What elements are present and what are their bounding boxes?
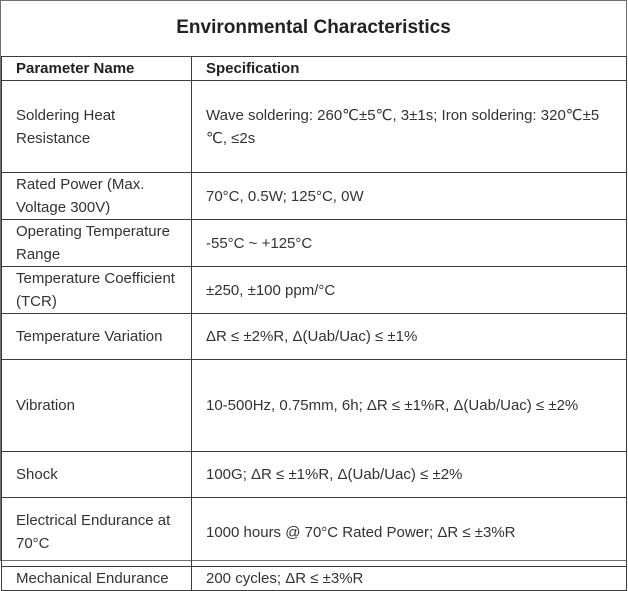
specification-cell: -55°C ~ +125°C [192,220,627,267]
table-header-row [2,57,627,81]
specification-cell: 100G; ΔR ≤ ±1%R, Δ(Uab/Uac) ≤ ±2% [192,452,627,498]
page-title: Environmental Characteristics [176,17,451,38]
characteristics-table [1,56,627,591]
parameter-cell: Temperature Coefficient (TCR) [2,267,192,314]
specification-cell: 200 cycles; ΔR ≤ ±3%R [192,567,627,591]
table-row [2,314,627,360]
table-row [2,452,627,498]
table-row [2,360,627,452]
specification-cell: ΔR ≤ ±2%R, Δ(Uab/Uac) ≤ ±1% [192,314,627,360]
parameter-cell: Mechanical Endurance [2,567,192,591]
parameter-cell: Electrical Endurance at 70°C [2,498,192,567]
parameter-cell: Vibration [2,360,192,452]
specification-cell: ±250, ±100 ppm/°C [192,267,627,314]
table-row [2,220,627,267]
table-row [2,498,627,567]
parameter-cell: Operating Temperature Range [2,220,192,267]
specification-cell: 70°C, 0.5W; 125°C, 0W [192,173,627,220]
table-row [2,267,627,314]
parameter-cell: Shock [2,452,192,498]
specification-cell: 10-500Hz, 0.75mm, 6h; ΔR ≤ ±1%R, Δ(Uab/Uac) ≤ ±2% [192,360,627,452]
column-header-parameter: Parameter Name [2,57,192,81]
parameter-cell: Soldering Heat Resistance [2,81,192,173]
specification-cell: 1000 hours @ 70°C Rated Power; ΔR ≤ ±3%R [192,498,627,567]
table-row [2,173,627,220]
table-row [2,567,627,591]
parameter-cell: Temperature Variation [2,314,192,360]
column-header-specification: Specification [192,57,627,81]
parameter-cell: Rated Power (Max. Voltage 300V) [2,173,192,220]
specification-cell: Wave soldering: 260℃±5℃, 3±1s; Iron soldering: 320℃±5 ℃, ≤2s [192,81,627,173]
table-row [2,81,627,173]
